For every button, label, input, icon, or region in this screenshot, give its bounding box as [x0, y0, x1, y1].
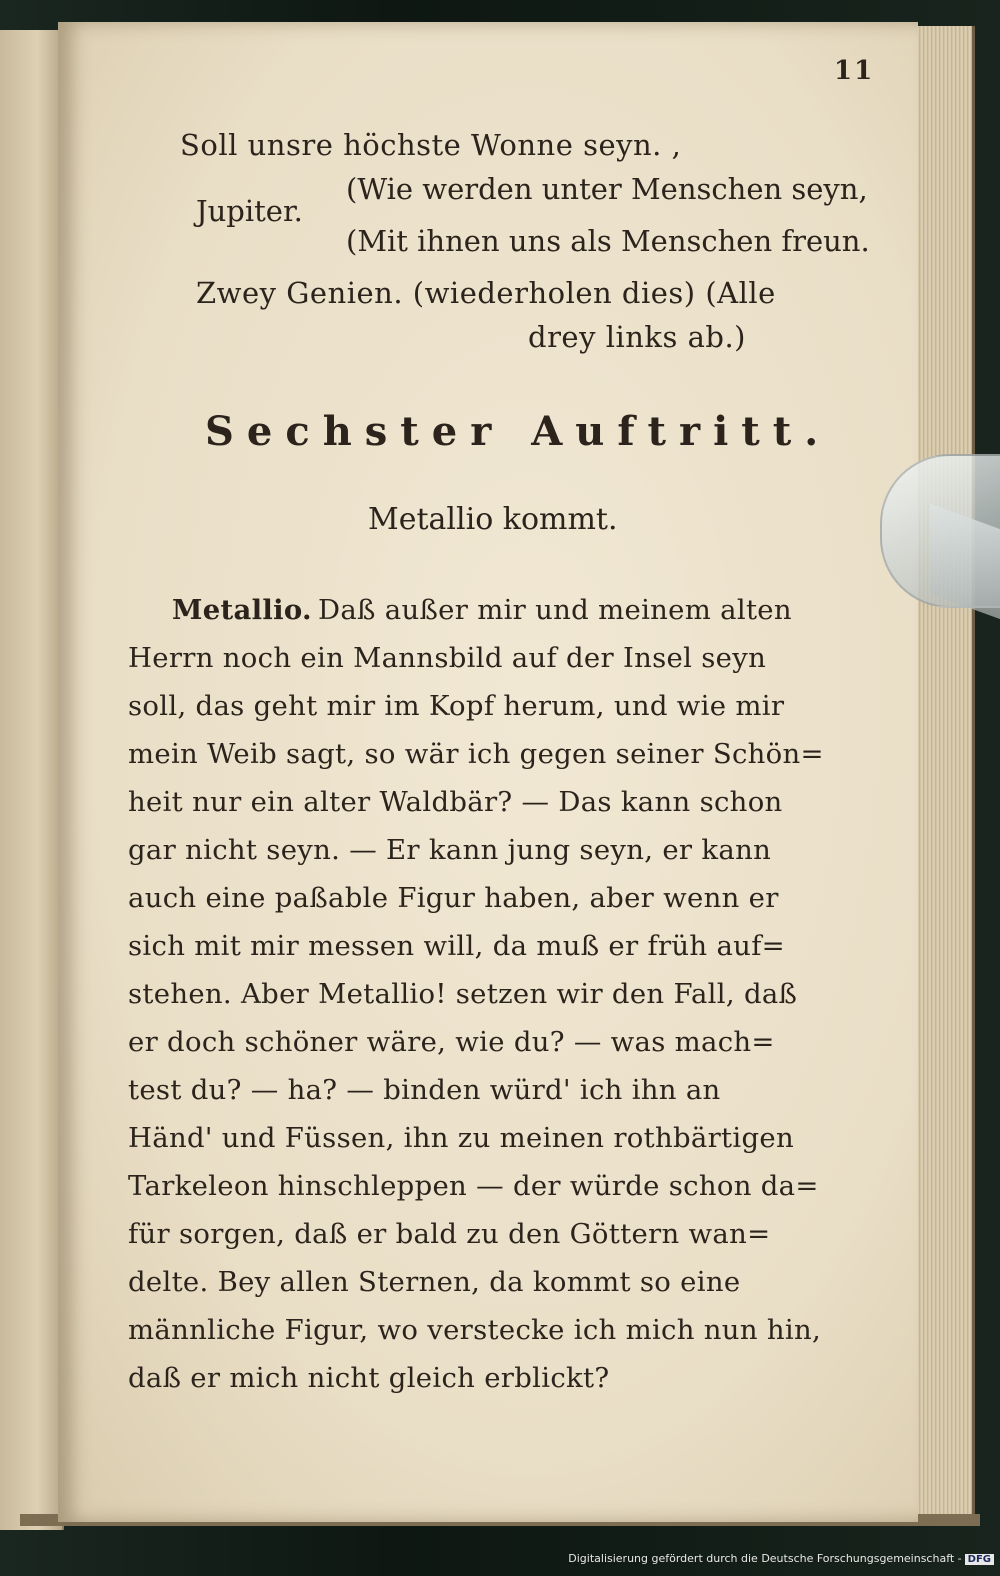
prose-line: sich mit mir messen will, da muß er früh auf= — [128, 930, 786, 962]
prose-line: männliche Figur, wo verstecke ich mich nun hin, — [128, 1314, 822, 1346]
verse-line: (Wie werden unter Menschen seyn, — [346, 172, 868, 206]
prose-line: auch eine paßable Figur haben, aber wenn er — [128, 882, 779, 914]
facing-page-edge — [0, 30, 64, 1530]
prose-line: er doch schöner wäre, wie du? — was mach= — [128, 1026, 775, 1058]
verse-line: Zwey Genien. (wiederholen dies) (Alle — [196, 276, 776, 310]
prose-line: Daß außer mir und meinem alten — [318, 594, 792, 626]
prose-line: daß er mich nicht gleich erblickt? — [128, 1362, 610, 1394]
scene-heading: Sechster Auftritt. — [205, 408, 832, 455]
page-clip — [880, 454, 1000, 608]
prose-line: stehen. Aber Metallio! setzen wir den Fall, daß — [128, 978, 798, 1010]
prose-line: mein Weib sagt, so wär ich gegen seiner Schön= — [128, 738, 824, 770]
prose-line: Herrn noch ein Mannsbild auf der Insel seyn — [128, 642, 767, 674]
verse-line: Soll unsre höchste Wonne seyn. , — [180, 128, 682, 162]
stage-direction: Metallio kommt. — [368, 502, 618, 537]
prose-line: Händ' und Füssen, ihn zu meinen rothbärtigen — [128, 1122, 794, 1154]
prose-line: delte. Bey allen Sternen, da kommt so eine — [128, 1266, 741, 1298]
dfg-logo: DFG — [965, 1554, 994, 1565]
prose-line: test du? — ha? — binden würd' ich ihn an — [128, 1074, 721, 1106]
prose-line: gar nicht seyn. — Er kann jung seyn, er kann — [128, 834, 772, 866]
prose-speaker: Metallio. — [172, 594, 312, 626]
speaker-name: Jupiter. — [196, 194, 303, 228]
prose-line: für sorgen, daß er bald zu den Göttern wan= — [128, 1218, 771, 1250]
book-fore-edge — [912, 26, 975, 1516]
credit-text: Digitalisierung gefördert durch die Deutsche Forschungsgemeinschaft - — [568, 1552, 962, 1565]
prose-line: Tarkeleon hinschleppen — der würde schon da= — [128, 1170, 819, 1202]
digitization-credit — [568, 1552, 994, 1565]
verse-line: drey links ab.) — [528, 320, 746, 354]
prose-line: heit nur ein alter Waldbär? — Das kann schon — [128, 786, 783, 818]
page-number: 11 — [834, 56, 875, 86]
prose-line: soll, das geht mir im Kopf herum, und wie mir — [128, 690, 785, 722]
verse-line: (Mit ihnen uns als Menschen freun. — [346, 224, 870, 258]
